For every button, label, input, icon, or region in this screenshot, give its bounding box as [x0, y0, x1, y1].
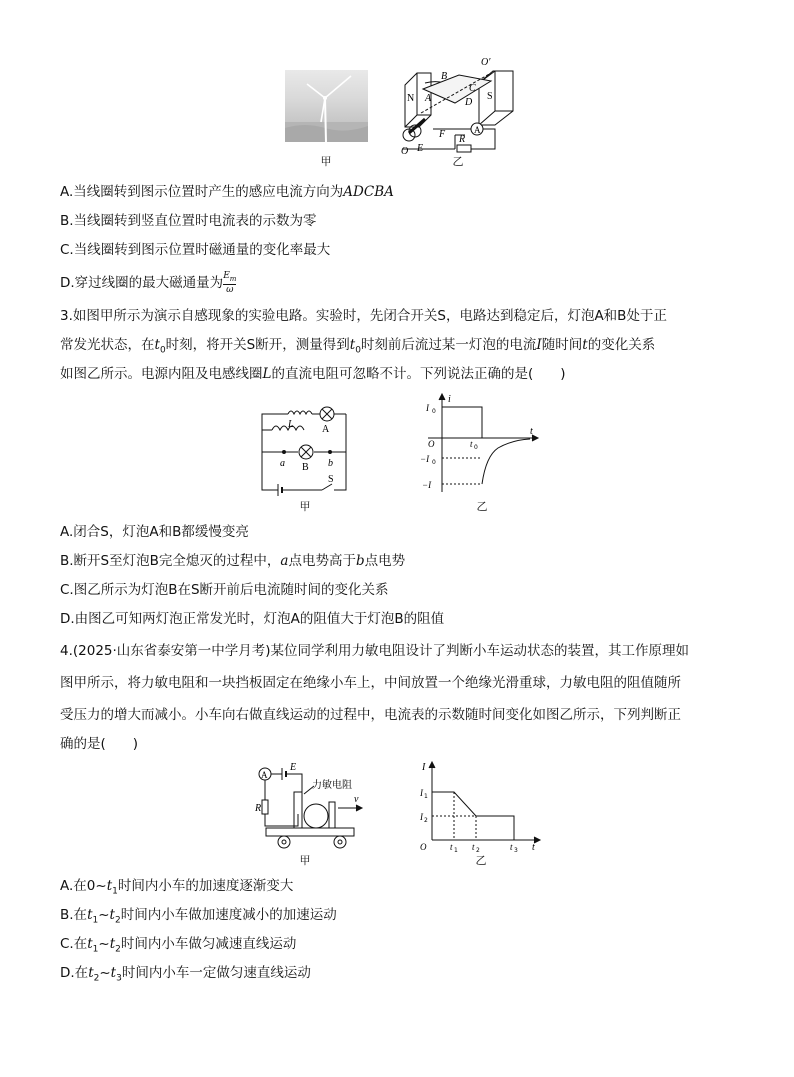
svg-text:0: 0: [432, 459, 436, 466]
fig3-caption-yi: 乙: [476, 500, 488, 513]
q3-option-c: C.图乙所示为灯泡B在S断开前后电流随时间的变化关系: [60, 582, 389, 598]
axis-t: t: [532, 842, 535, 852]
q3-stem-line-1: 3.如图甲所示为演示自感现象的实验电路。实验时，先闭合开关S，电路达到稳定后，灯泡A和B处于正: [60, 308, 667, 324]
label-R: R: [255, 803, 262, 814]
current-time-graph-2: [416, 758, 544, 852]
label-D: D: [465, 97, 473, 108]
label-I1: I: [420, 788, 423, 798]
fig1-caption-yi: 乙: [452, 155, 464, 168]
axis-t: t: [530, 426, 533, 437]
q3-option-a: A.闭合S，灯泡A和B都缓慢变亮: [60, 524, 249, 540]
label-O-prime: O′: [481, 57, 491, 68]
ammeter-label: A: [474, 125, 481, 135]
label-lamp-B: B: [302, 462, 309, 473]
flux-fraction: $\frac{E_m}{\omega}$: [223, 271, 237, 295]
label-S: S: [487, 91, 493, 102]
svg-text:3: 3: [514, 847, 518, 852]
fig3-caption-jia: 甲: [299, 500, 311, 513]
q4-stem-line-1: 4.(2025·山东省泰安第一中学月考)某位同学利用力敏电阻设计了判断小车运动状态的装置，其工作原理如: [60, 643, 690, 659]
generator-diagram: [395, 55, 525, 155]
q3-stem-line-2: 常发光状态，在$t_0$时刻，将开关S断开，测量得到$t_0$时刻前后流过某一灯泡的电流I随时间t的变化关系: [60, 337, 656, 356]
label-t2: t: [472, 842, 475, 852]
q4-stem-line-3: 受压力的增大而减小。小车向右做直线运动的过程中，电流表的示数随时间变化如图乙所示，下列判断正: [60, 707, 681, 723]
label-lamp-A: A: [322, 424, 330, 435]
label-t3: t: [510, 842, 513, 852]
label-E: E: [417, 143, 424, 154]
label-C: C: [469, 83, 476, 94]
svg-text:1: 1: [454, 847, 458, 852]
svg-text:2: 2: [424, 817, 428, 824]
fig4-caption-jia: 甲: [299, 854, 311, 867]
label-I0: I: [426, 403, 429, 413]
q3-stem-line-3: 如图乙所示。电源内阻及电感线圈L的直流电阻可忽略不计。下列说法正确的是( ): [60, 366, 566, 382]
origin-O: O: [428, 439, 435, 449]
fig1-caption-jia: 甲: [320, 155, 332, 168]
q3-option-b: B.断开S至灯泡B完全熄灭的过程中，a点电势高于b点电势: [60, 553, 406, 569]
label-A: A: [425, 93, 432, 104]
label-neg-I0: −I: [420, 454, 430, 464]
label-L: L: [288, 419, 294, 430]
self-induction-circuit: [250, 402, 360, 498]
label-a: a: [280, 458, 285, 469]
q4-stem-line-2: 图甲所示，将力敏电阻和一块挡板固定在绝缘小车上，中间放置一个绝缘光滑重球，力敏电阻的阻值随所: [60, 675, 681, 691]
origin-O: O: [420, 842, 427, 852]
q2-option-b: B.当线圈转到竖直位置时电流表的示数为零: [60, 213, 317, 229]
label-N: N: [407, 93, 415, 104]
cart-sensor-diagram: [254, 762, 364, 852]
label-neg-I: −I: [422, 480, 432, 490]
fig4-caption-yi: 乙: [475, 854, 487, 867]
q4-option-c: C.在$t_1\sim t_2$时间内小车做匀减速直线运动: [60, 936, 297, 955]
label-I2: I: [420, 812, 423, 822]
label-R: R: [459, 134, 466, 145]
current-time-graph: [418, 392, 543, 498]
q4-option-d: D.在$t_2\sim t_3$时间内小车一定做匀速直线运动: [60, 965, 311, 984]
label-force-sensor: 力敏电阻: [312, 780, 352, 791]
q4-stem-line-4: 确的是( ): [60, 736, 139, 752]
svg-text:1: 1: [424, 793, 428, 800]
q2-option-a: A.当线圈转到图示位置时产生的感应电流方向为ADCBA: [60, 184, 394, 200]
label-t1: t: [450, 842, 453, 852]
q2-option-d: D.穿过线圈的最大磁通量为 $\frac{E_m}{\omega}$: [60, 271, 237, 295]
wind-turbine-photo: [285, 70, 368, 142]
label-E: E: [290, 762, 297, 773]
q3-option-d: D.由图乙可知两灯泡正常发光时，灯泡A的阻值大于灯泡B的阻值: [60, 611, 445, 627]
label-B: B: [441, 71, 448, 82]
q4-option-b: B.在$t_1\sim t_2$时间内小车做加速度减小的加速运动: [60, 907, 337, 926]
ammeter-symbol: A: [261, 770, 268, 780]
q4-option-a: A.在$0\sim t_1$时间内小车的加速度逐渐变大: [60, 878, 294, 897]
axis-i: i: [448, 394, 451, 405]
q2-option-c: C.当线圈转到图示位置时磁通量的变化率最大: [60, 242, 331, 258]
label-v: v: [354, 794, 359, 805]
svg-text:2: 2: [476, 847, 480, 852]
label-t0: t: [470, 439, 473, 449]
label-switch-S: S: [328, 474, 334, 485]
svg-text:0: 0: [432, 408, 436, 415]
svg-text:0: 0: [474, 444, 478, 451]
label-F: F: [439, 129, 446, 140]
axis-I: I: [422, 762, 426, 773]
label-O: O: [401, 146, 409, 155]
label-b: b: [328, 458, 333, 469]
